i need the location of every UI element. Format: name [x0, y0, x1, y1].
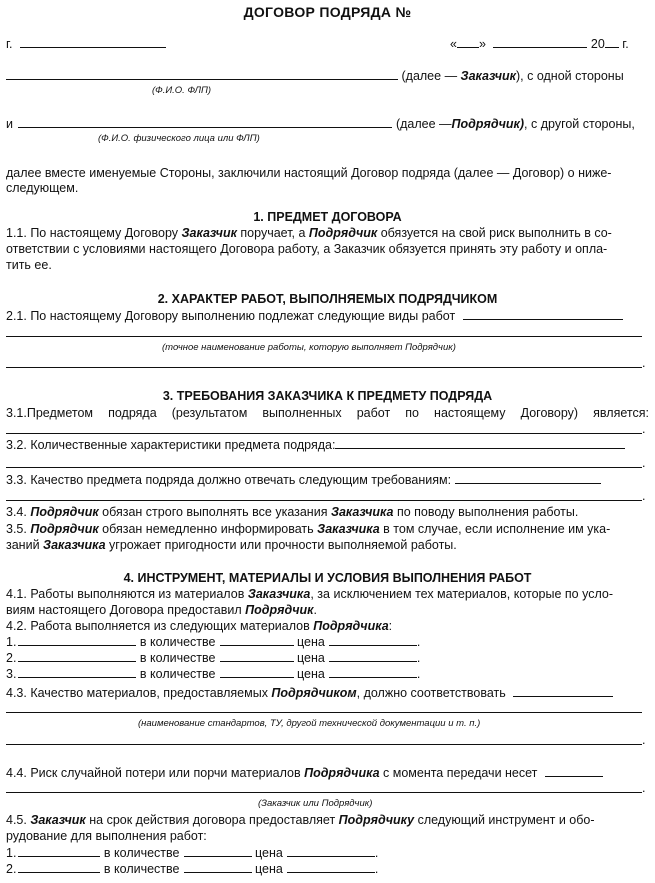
section2-heading: 2. ХАРАКТЕР РАБОТ, ВЫПОЛНЯЕМЫХ ПОДРЯДЧИКОМ	[157, 292, 498, 306]
material-name-blank[interactable]	[18, 634, 136, 646]
tool-qty-blank[interactable]	[184, 845, 252, 857]
clause-3-5: 3.5. Подрядчик обязан немедленно информировать Заказчика в том случае, если исполнение им ука-	[6, 522, 611, 536]
material-price-blank[interactable]	[329, 666, 417, 678]
clause-1-1-line2: ответствии с условиями настоящего Договора работу, а Заказчик обязуется принять эту работу и опла-	[6, 242, 608, 256]
clause-4-2: 4.2. Работа выполняется из следующих материалов Подрядчика:	[6, 619, 393, 633]
tool-price-blank[interactable]	[287, 845, 375, 857]
clause-4-4-rule[interactable]	[6, 792, 642, 793]
material-row: 3. в количестве цена .	[6, 667, 421, 681]
clause-3-5-line2: заний Заказчика угрожает пригодности или прочности выполняемой работы.	[6, 538, 457, 552]
material-row: 2. в количестве цена .	[6, 651, 421, 665]
clause-4-4: 4.4. Риск случайной потери или порчи материалов Подрядчика с момента передачи несет	[6, 765, 649, 781]
risk-party-blank[interactable]	[545, 765, 603, 777]
clause-4-3: 4.3. Качество материалов, предоставляемых Подрядчиком, должно соответствовать	[6, 685, 649, 701]
party2-line: и (далее —Подрядчик), с другой стороны,	[6, 117, 635, 131]
year-blank[interactable]	[605, 36, 619, 48]
tool-price-blank[interactable]	[287, 861, 375, 873]
material-price-blank[interactable]	[329, 634, 417, 646]
party1-note: (Ф.И.О. ФЛП)	[152, 85, 212, 96]
contract-page: ДОГОВОР ПОДРЯДА № г. « » 20 г. (далее — Заказчик), с одной стороны (Ф.И.О. ФЛП) и (далее —Подрядчик), с другой стороны, (Ф.И.О. физического лица или ФЛП) далее вместе именуемые Стороны, заключили настоящий Договор подряда (далее — Договор) о ниже- следующем. 1. ПРЕДМЕТ ДОГОВОРА 1.1. По настоящему Договору Заказчик поручает, а Подрядчик обязуется на свой риск выполнить в со- ответствии с условиями настоящего Договора работу, а Заказчик обязуется принять эту работу и опла- тить ее. 2. ХАРАКТЕР РАБОТ, ВЫПОЛНЯЕМЫХ ПОДРЯДЧИКОМ 2.1. По настоящему Договору выполнению подлежат следующие виды работ (точное наименование работы, которую выполняет Подрядчик) . 3. ТРЕБОВАНИЯ ЗАКАЗЧИКА К ПРЕДМЕТУ ПОДРЯДА 3.1.Предметом подряда (результатом выполненных работ по настоящему Договору) является: . 3.2. Количественные характеристики предмета подряда: . 3.3. Качество предмета подряда должно отвечать следующим требованиям: . 3.4. Подрядчик обязан строго выполнять все указания Заказчика по поводу выполнения работы. 3.5. Подрядчик обязан немедленно информировать Заказчика в том случае, если исполнение им ука- заний Заказчика угрожает пригодности или прочности выполняемой работы. 4. ИНСТРУМЕНТ, МАТЕРИАЛЫ И УСЛОВИЯ ВЫПОЛНЕНИЯ РАБОТ 4.1. Работы выполняются из материалов Заказчика, за исключением тех материалов, которые по усло- виям настоящего Договора предоставил Подрядчик. 4.2. Работа выполняется из следующих материалов Подрядчика: 1. в количестве цена . 2. в количестве цена . 3. в количестве цена . 4.3. Качество материалов, предоставляемых Подрядчиком, должно соответствовать (наименование стандартов, ТУ, другой технической документации и т. п.) . 4.4. Риск случайной потери или порчи материалов Подрядчика с момента передачи несет . (Заказчик или Подрядчик) 4.5. Заказчик на срок действия договора предоставляет Подрядчику следующий инструмент и обо- рудование для выполнения работ: 1. в количестве цена . 2. в количестве цена .	[6, 4, 649, 876]
section1-heading: 1. ПРЕДМЕТ ДОГОВОРА	[253, 210, 402, 224]
material-name-blank[interactable]	[18, 650, 136, 662]
work-types-rule[interactable]	[6, 336, 642, 337]
tool-row: 1. в количестве цена .	[6, 846, 379, 860]
party2-note: (Ф.И.О. физического лица или ФЛП)	[98, 133, 260, 144]
clause-3-2-blank[interactable]	[335, 437, 625, 449]
tool-name-blank[interactable]	[18, 845, 100, 857]
party1-line: (далее — Заказчик), с одной стороны	[6, 68, 649, 84]
clause-3-3: 3.3. Качество предмета подряда должно отвечать следующим требованиям:	[6, 472, 649, 488]
city-date-line	[6, 36, 649, 52]
clause-3-4: 3.4. Подрядчик обязан строго выполнять все указания Заказчика по поводу выполнения работы.	[6, 505, 579, 519]
clause-2-1: 2.1. По настоящему Договору выполнению подлежат следующие виды работ	[6, 308, 649, 324]
party1-name-blank[interactable]	[6, 68, 398, 80]
tool-row: 2. в количестве цена .	[6, 862, 379, 876]
clause-4-5-line2: рудование для выполнения работ:	[6, 829, 207, 843]
clause-3-3-rule[interactable]	[6, 500, 642, 501]
clause-4-3-rule[interactable]	[6, 712, 642, 713]
risk-party-note: (Заказчик или Подрядчик)	[258, 798, 373, 809]
section3-heading: 3. ТРЕБОВАНИЯ ЗАКАЗЧИКА К ПРЕДМЕТУ ПОДРЯДА	[162, 389, 493, 403]
party1-role: Заказчик	[460, 69, 516, 83]
clause-3-1-rule[interactable]	[6, 433, 642, 434]
material-qty-blank[interactable]	[220, 650, 294, 662]
clause-4-3-rule-2[interactable]	[6, 744, 642, 745]
clause-1-1-line3: тить ее.	[6, 258, 52, 272]
party2-name-blank[interactable]	[18, 116, 392, 128]
tool-qty-blank[interactable]	[184, 861, 252, 873]
work-types-note: (точное наименование работы, которую выполняет Подрядчик)	[162, 342, 456, 353]
material-price-blank[interactable]	[329, 650, 417, 662]
material-qty-blank[interactable]	[220, 666, 294, 678]
month-blank[interactable]	[493, 36, 587, 48]
preamble-line1: далее вместе именуемые Стороны, заключили настоящий Договор подряда (далее — Договор) о ниже-	[6, 166, 612, 180]
standards-note: (наименование стандартов, ТУ, другой технической документации и т. п.)	[138, 718, 481, 729]
material-qty-blank[interactable]	[220, 634, 294, 646]
work-types-blank[interactable]	[463, 308, 623, 320]
clause-3-2-rule[interactable]	[6, 467, 642, 468]
city-blank[interactable]	[20, 36, 166, 48]
city-prefix: г.	[6, 37, 13, 51]
clause-3-3-blank[interactable]	[455, 472, 601, 484]
clause-4-3-blank[interactable]	[513, 685, 613, 697]
section4-heading: 4. ИНСТРУМЕНТ, МАТЕРИАЛЫ И УСЛОВИЯ ВЫПОЛНЕНИЯ РАБОТ	[123, 571, 532, 585]
date-group: « » 20 г.	[450, 37, 629, 51]
material-name-blank[interactable]	[18, 666, 136, 678]
clause-3-2: 3.2. Количественные характеристики предмета подряда:	[6, 437, 649, 453]
clause-4-1-line2: виям настоящего Договора предоставил Подрядчик.	[6, 603, 317, 617]
party2-role: Подрядчик)	[451, 117, 525, 131]
clause-3-1: 3.1.Предметом подряда (результатом выполненных работ по настоящему Договору) является:	[6, 406, 649, 420]
document-title: ДОГОВОР ПОДРЯДА №	[243, 4, 412, 20]
clause-4-5: 4.5. Заказчик на срок действия договора предоставляет Подрядчику следующий инструмент и обо-	[6, 813, 595, 827]
preamble-line2: следующем.	[6, 181, 79, 195]
material-row: 1. в количестве цена .	[6, 635, 421, 649]
day-blank[interactable]	[457, 36, 479, 48]
work-types-rule-2[interactable]	[6, 367, 642, 368]
tool-name-blank[interactable]	[18, 861, 100, 873]
clause-4-1: 4.1. Работы выполняются из материалов Заказчика, за исключением тех материалов, которые по усло-	[6, 587, 614, 601]
clause-1-1: 1.1. По настоящему Договору Заказчик поручает, а Подрядчик обязуется на свой риск выполнить в со-	[6, 226, 612, 240]
